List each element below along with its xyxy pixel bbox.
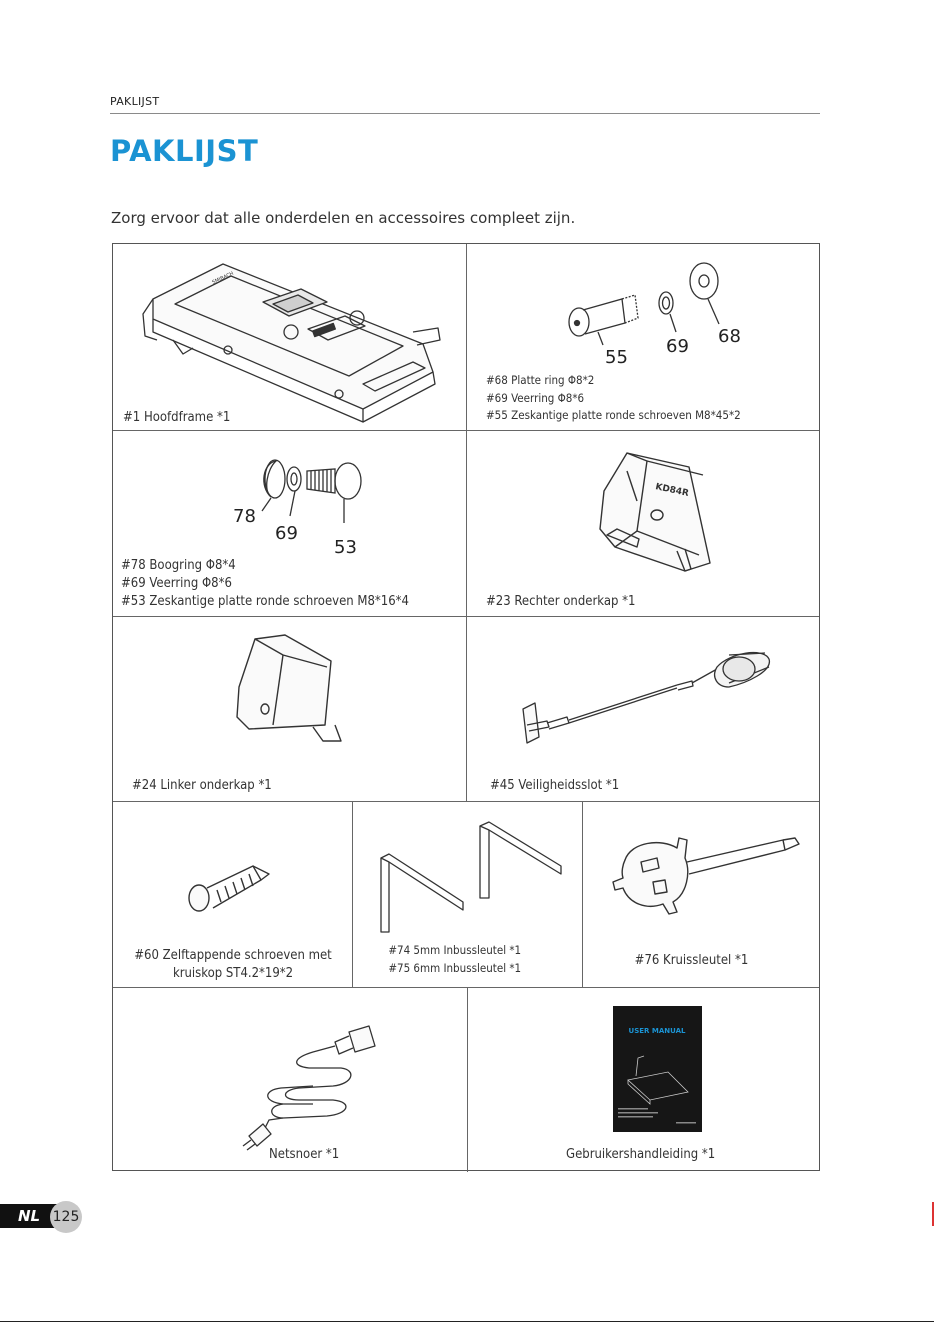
screw-60-caption-2: kruiskop ST4.2*19*2 [172, 966, 294, 981]
cell-user-manual [467, 988, 819, 1172]
screw-60-caption-1: #60 Zelftappende schroeven met [134, 948, 332, 963]
cell-main-frame [113, 244, 466, 430]
user-manual-caption: Gebruikershandleiding *1 [566, 1147, 716, 1162]
bolts-53-line-2: #69 Veerring Φ8*6 [121, 576, 232, 591]
intro-text: Zorg ervoor dat alle onderdelen en accessoires compleet zijn. [111, 209, 576, 227]
bolts-53-line-3: #53 Zeskantige platte ronde schroeven M8*16*4 [121, 594, 409, 609]
cross-wrench-caption: #76 Kruissleutel *1 [634, 953, 749, 968]
cell-bolts-53 [113, 431, 466, 616]
grid-row-2 [113, 430, 819, 616]
allen-key-line-1: #74 5mm Inbussleutel *1 [388, 943, 522, 957]
right-cover-drawing [467, 431, 821, 617]
cell-self-tapping-screws [113, 802, 352, 987]
power-cord-caption: Netsnoer *1 [269, 1147, 340, 1162]
cell-left-cover [113, 617, 466, 801]
right-cover-caption: #23 Rechter onderkap *1 [486, 594, 636, 609]
left-cover-caption: #24 Linker onderkap *1 [132, 778, 272, 793]
main-frame-drawing [113, 244, 467, 430]
grid-row-1 [113, 244, 819, 430]
safety-key-drawing [467, 617, 821, 802]
bottom-rule [0, 1321, 934, 1322]
header-rule [110, 113, 820, 114]
running-head: PAKLIJST [110, 95, 160, 108]
bolts-55-line-3: #55 Zeskantige platte ronde schroeven M8*45*2 [486, 408, 741, 422]
allen-key-line-2: #75 6mm Inbussleutel *1 [388, 961, 522, 975]
ring-69-number: 69 [666, 336, 689, 357]
packing-list-grid [112, 243, 820, 1171]
cell-allen-keys [352, 802, 581, 987]
bolt-55-number: 55 [605, 347, 628, 368]
cell-right-cover [466, 431, 819, 616]
page-title: PAKLIJST [110, 134, 259, 168]
grid-row-3 [113, 616, 819, 801]
washer-68-number: 68 [718, 326, 741, 347]
bolt-53-number: 53 [334, 537, 357, 558]
bolts-55-line-2: #69 Veerring Φ8*6 [486, 391, 585, 405]
main-frame-logo: SMIBACH [211, 270, 235, 286]
manual-cover-title: USER MANUAL [628, 1027, 686, 1035]
left-cover-drawing [113, 617, 467, 802]
right-cover-mark: KD84R [654, 482, 690, 499]
cell-safety-key [466, 617, 819, 801]
main-frame-caption: #1 Hoofdframe *1 [123, 410, 231, 425]
page-number: 125 [50, 1201, 82, 1233]
bolts-55-line-1: #68 Platte ring Φ8*2 [486, 373, 595, 387]
grid-row-4 [113, 801, 819, 987]
bolts-53-line-1: #78 Boogring Φ8*4 [121, 558, 236, 573]
arc-ring-78-number: 78 [233, 506, 256, 527]
ring-69-number-b: 69 [275, 523, 298, 544]
grid-row-5 [113, 987, 819, 1172]
cell-bolts-55 [466, 244, 819, 430]
cell-power-cord [113, 988, 467, 1172]
safety-key-caption: #45 Veiligheidsslot *1 [490, 778, 620, 793]
cell-cross-wrench [582, 802, 819, 987]
language-tab: NL [0, 1204, 64, 1228]
